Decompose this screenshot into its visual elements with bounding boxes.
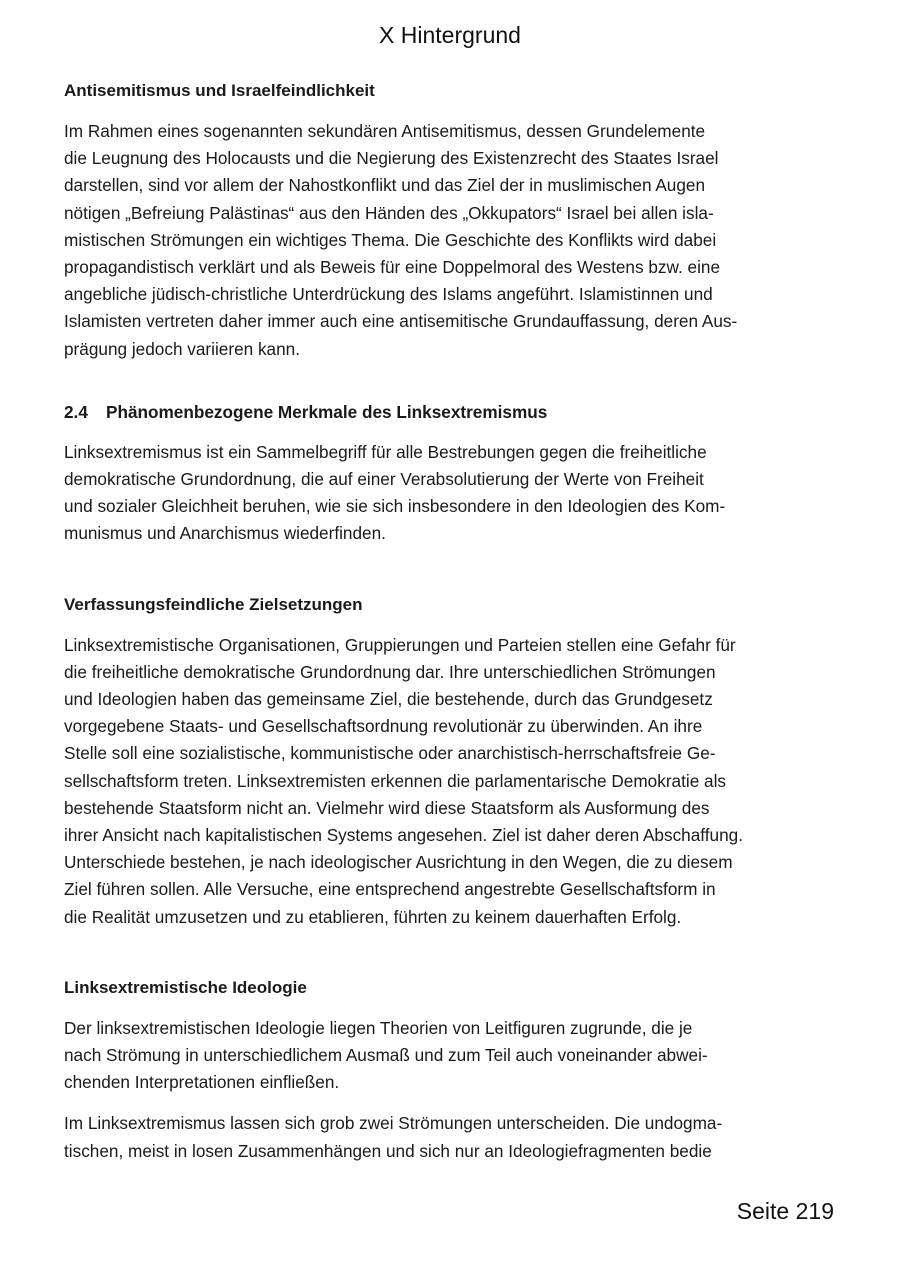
- text-line: Islamisten vertreten daher immer auch eine antisemitische Grundauffassung, deren Aus-: [64, 311, 738, 332]
- text-line: nötigen „Befreiung Palästinas“ aus den Händen des „Okkupators“ Israel bei allen isla-: [64, 202, 714, 223]
- text-line: bestehende Staatsform nicht an. Vielmehr wird diese Staatsform als Ausformung des: [64, 797, 710, 818]
- section-heading-antisemitismus: Antisemitismus und Israelfeindlichkeit: [64, 81, 375, 100]
- text-line: die Leugnung des Holocausts und die Negierung des Existenzrecht des Staates Israel: [64, 148, 719, 169]
- text-line: nach Strömung in unterschiedlichem Ausmaß und zum Teil auch voneinander abwei-: [64, 1045, 708, 1066]
- text-line: mistischen Strömungen ein wichtiges Thema. Die Geschichte des Konflikts wird dabei: [64, 229, 717, 250]
- text-line: chenden Interpretationen einfließen.: [64, 1072, 340, 1093]
- page-content: [64, 78, 804, 1165]
- text-line: darstellen, sind vor allem der Nahostkonflikt und das Ziel der in muslimischen Augen: [64, 175, 706, 196]
- text-line: tischen, meist in losen Zusammenhängen und sich nur an Ideologiefragmenten bedie: [64, 1140, 712, 1161]
- text-line: Linksextremismus ist ein Sammelbegriff für alle Bestrebungen gegen die freiheitliche: [64, 441, 707, 462]
- text-line: munismus und Anarchismus wiederfinden.: [64, 523, 386, 544]
- text-line: prägung jedoch variieren kann.: [64, 338, 301, 359]
- section-heading-ideologie: Linksextremistische Ideologie: [64, 977, 307, 997]
- paragraph-ideologie-1: [64, 1015, 804, 1097]
- text-line: und Ideologien haben das gemeinsame Ziel, die bestehende, durch das Grundgesetz: [64, 689, 713, 710]
- page-title: X Hintergrund: [379, 22, 521, 48]
- text-line: Stelle soll eine sozialistische, kommunistische oder anarchistisch-herrschaftsfreie Ge-: [64, 743, 716, 764]
- text-line: und sozialer Gleichheit beruhen, wie sie sich insbesondere in den Ideologien des Kom-: [64, 496, 726, 517]
- text-line: angebliche jüdisch-christliche Unterdrückung des Islams angeführt. Islamistinnen und: [64, 284, 713, 305]
- text-line: die freiheitliche demokratische Grundordnung dar. Ihre unterschiedlichen Strömungen: [64, 661, 716, 682]
- text-line: sellschaftsform treten. Linksextremisten erkennen die parlamentarische Demokratie als: [64, 770, 727, 791]
- section-number: 2.4: [64, 401, 88, 422]
- paragraph-ideologie-2: [64, 1110, 804, 1164]
- text-line: vorgegebene Staats- und Gesellschaftsordnung revolutionär zu überwinden. An ihre: [64, 716, 703, 737]
- text-line: Unterschiede bestehen, je nach ideologischer Ausrichtung in den Wegen, die zu diesem: [64, 852, 733, 873]
- text-line: Linksextremistische Organisationen, Gruppierungen und Parteien stellen eine Gefahr für: [64, 634, 736, 655]
- text-line: propagandistisch verklärt und als Beweis für eine Doppelmoral des Westens bzw. eine: [64, 257, 721, 278]
- text-line: demokratische Grundordnung, die auf einer Verabsolutierung der Werte von Freiheit: [64, 469, 704, 490]
- paragraph-linksextremismus: [64, 439, 804, 548]
- section-heading-2-4: [64, 399, 804, 425]
- section-heading-verfassungsfeindlich: Verfassungsfeindliche Zielsetzungen: [64, 594, 363, 614]
- section-title: Phänomenbezogene Merkmale des Linksextremismus: [106, 401, 548, 422]
- text-line: Ziel führen sollen. Alle Versuche, eine entsprechend angestrebte Gesellschaftsform in: [64, 879, 716, 900]
- paragraph-antisemitismus: [64, 118, 804, 363]
- text-line: Der linksextremistischen Ideologie liegen Theorien von Leitfiguren zugrunde, die je: [64, 1017, 693, 1038]
- page-number: Seite 219: [736, 1198, 834, 1224]
- text-line: die Realität umzusetzen und zu etablieren, führten zu keinem dauerhaften Erfolg.: [64, 906, 682, 927]
- text-line: Im Linksextremismus lassen sich grob zwei Strömungen unterscheiden. Die undogma-: [64, 1113, 723, 1134]
- paragraph-verfassungsfeindlich: [64, 632, 804, 931]
- text-line: Im Rahmen eines sogenannten sekundären Antisemitismus, dessen Grundelemente: [64, 121, 706, 141]
- text-line: ihrer Ansicht nach kapitalistischen Systems angesehen. Ziel ist daher deren Abschaffung.: [64, 825, 743, 846]
